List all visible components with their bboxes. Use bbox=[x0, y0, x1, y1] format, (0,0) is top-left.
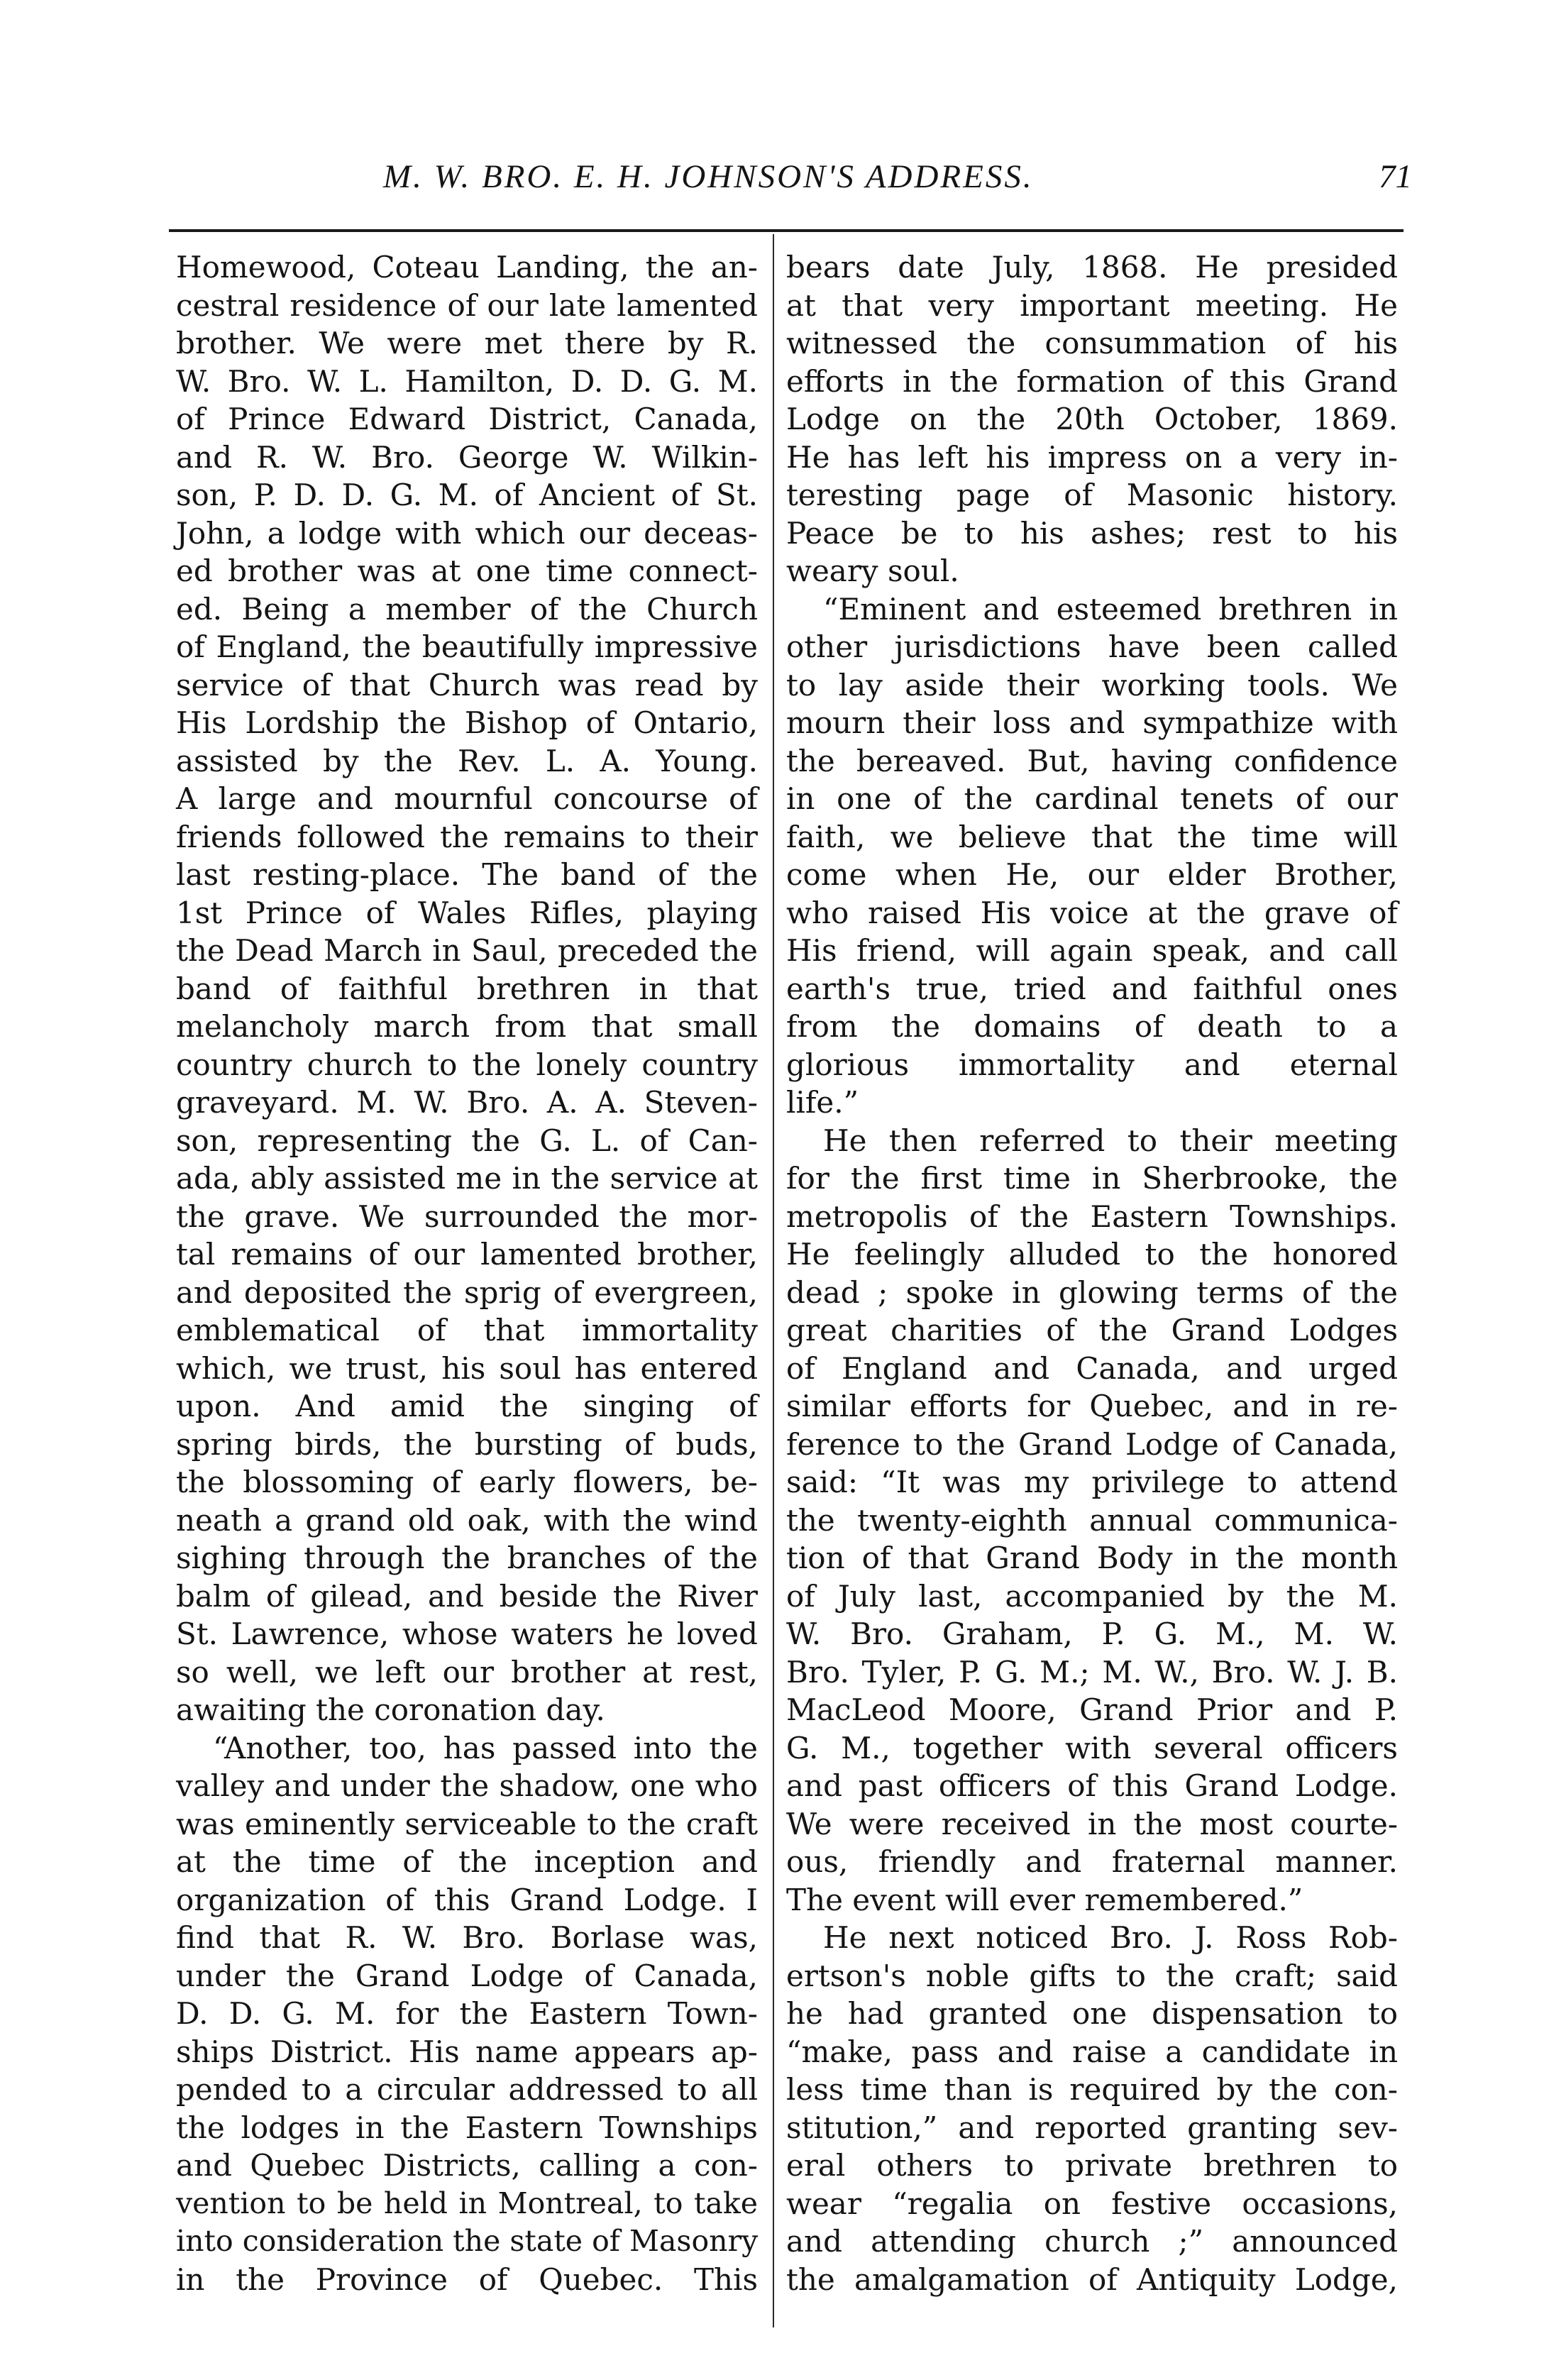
header-rule bbox=[169, 229, 1404, 232]
column-divider bbox=[773, 234, 774, 2327]
text-line: We were received in the most courte- bbox=[786, 1806, 1398, 1841]
text-line: the lodges in the Eastern Townships bbox=[176, 2110, 758, 2145]
text-line: faith, we believe that the time will bbox=[786, 819, 1398, 854]
text-line: which, we trust, his soul has entered bbox=[176, 1350, 758, 1386]
text-line: last resting-place. The band of the bbox=[176, 857, 758, 892]
text-line: great charities of the Grand Lodges bbox=[786, 1313, 1398, 1348]
right-column bbox=[786, 248, 1398, 2298]
text-line: into consideration the state of Masonry bbox=[176, 2224, 759, 2258]
text-line: dead ; spoke in glowing terms of the bbox=[786, 1274, 1398, 1310]
text-line: ertson's noble gifts to the craft; said bbox=[786, 1958, 1398, 1993]
text-line: witnessed the consummation of his bbox=[786, 326, 1398, 360]
text-line: find that R. W. Bro. Borlase was, bbox=[176, 1920, 758, 1955]
text-line: He feelingly alluded to the honored bbox=[786, 1237, 1398, 1272]
text-line: “Eminent and esteemed brethren in bbox=[823, 591, 1398, 627]
text-line: he had granted one dispensation to bbox=[786, 1996, 1398, 2031]
text-line: brother. We were met there by R. bbox=[176, 326, 758, 360]
text-line: ference to the Grand Lodge of Canada, bbox=[786, 1426, 1398, 1462]
text-line: who raised His voice at the grave of bbox=[786, 895, 1398, 930]
text-line: efforts in the formation of this Grand bbox=[786, 363, 1398, 399]
text-line: and past officers of this Grand Lodge. bbox=[786, 1768, 1398, 1803]
running-head bbox=[383, 158, 1412, 207]
running-title: M. W. BRO. E. H. JOHNSON'S ADDRESS. bbox=[383, 158, 1034, 195]
text-line: ada, ably assisted me in the service at bbox=[176, 1161, 758, 1196]
left-column bbox=[176, 248, 758, 2298]
text-line: was eminently serviceable to the craft bbox=[176, 1806, 758, 1841]
text-line: valley and under the shadow, one who bbox=[176, 1768, 758, 1803]
text-line: glorious immortality and eternal bbox=[786, 1047, 1398, 1082]
text-line: and attending church ;” announced bbox=[786, 2224, 1398, 2259]
text-line: similar efforts for Quebec, and in re- bbox=[786, 1389, 1398, 1423]
text-line: Bro. Tyler, P. G. M.; M. W., Bro. W. J. B. bbox=[786, 1654, 1398, 1690]
text-line: “Another, too, has passed into the bbox=[213, 1730, 758, 1765]
text-line: assisted by the Rev. L. A. Young. bbox=[176, 743, 758, 778]
text-line: pended to a circular addressed to all bbox=[176, 2072, 758, 2107]
text-line: at that very important meeting. He bbox=[786, 287, 1398, 323]
text-line: D. D. G. M. for the Eastern Town- bbox=[176, 1996, 758, 2031]
text-line: stitution,” and reported granting sev- bbox=[786, 2110, 1398, 2145]
text-line: W. Bro. Graham, P. G. M., M. W. bbox=[786, 1616, 1398, 1651]
page-number: 71 bbox=[1379, 158, 1412, 195]
text-line: balm of gilead, and beside the River bbox=[176, 1578, 758, 1614]
text-line: at the time of the inception and bbox=[176, 1844, 758, 1879]
text-line: G. M., together with several officers bbox=[786, 1730, 1398, 1765]
text-line: the grave. We surrounded the mor- bbox=[176, 1199, 758, 1234]
text-line: W. Bro. W. L. Hamilton, D. D. G. M. bbox=[176, 363, 758, 399]
text-line: come when He, our elder Brother, bbox=[786, 857, 1398, 892]
text-line: life.” bbox=[786, 1085, 859, 1120]
text-line: vention to be held in Montreal, to take bbox=[176, 2186, 758, 2220]
text-line: wear “regalia on festive occasions, bbox=[786, 2186, 1398, 2221]
text-line: cestral residence of our late lamented bbox=[176, 287, 758, 323]
text-line: He has left his impress on a very in- bbox=[786, 439, 1398, 475]
text-line: neath a grand old oak, with the wind bbox=[176, 1502, 758, 1538]
text-line: metropolis of the Eastern Townships. bbox=[786, 1199, 1398, 1234]
text-line: the amalgamation of Antiquity Lodge, bbox=[786, 2261, 1398, 2297]
text-line: friends followed the remains to their bbox=[176, 819, 758, 854]
text-line: of England and Canada, and urged bbox=[786, 1350, 1398, 1386]
text-line: ous, friendly and fraternal manner. bbox=[786, 1844, 1398, 1879]
text-line: tal remains of our lamented brother, bbox=[176, 1237, 758, 1272]
text-line: country church to the lonely country bbox=[176, 1047, 758, 1082]
text-line: to lay aside their working tools. We bbox=[786, 667, 1398, 703]
text-line: melancholy march from that small bbox=[176, 1009, 758, 1044]
text-line: mourn their loss and sympathize with bbox=[786, 705, 1398, 740]
text-line: “make, pass and raise a candidate in bbox=[786, 2034, 1398, 2069]
text-line: emblematical of that immortality bbox=[176, 1313, 758, 1348]
text-line: bears date July, 1868. He presided bbox=[786, 250, 1398, 285]
text-line: sighing through the branches of the bbox=[176, 1541, 758, 1575]
text-line: son, representing the G. L. of Can- bbox=[176, 1123, 758, 1158]
text-line: He then referred to their meeting bbox=[823, 1123, 1398, 1158]
text-line: the blossoming of early flowers, be- bbox=[176, 1465, 758, 1499]
text-line: A large and mournful concourse of bbox=[176, 781, 758, 816]
text-line: ed. Being a member of the Church bbox=[176, 591, 758, 627]
text-line: ed brother was at one time connect- bbox=[176, 553, 758, 588]
text-line: for the first time in Sherbrooke, the bbox=[786, 1161, 1398, 1196]
text-line: service of that Church was read by bbox=[176, 667, 758, 703]
text-line: under the Grand Lodge of Canada, bbox=[176, 1958, 758, 1993]
text-line: upon. And amid the singing of bbox=[176, 1389, 758, 1423]
text-line: from the domains of death to a bbox=[786, 1009, 1398, 1044]
text-line: the twenty-eighth annual communica- bbox=[786, 1502, 1398, 1538]
text-line: Peace be to his ashes; rest to his bbox=[786, 515, 1398, 551]
text-line: MacLeod Moore, Grand Prior and P. bbox=[786, 1692, 1398, 1727]
text-line: eral others to private brethren to bbox=[786, 2148, 1398, 2183]
text-line: Homewood, Coteau Landing, the an- bbox=[176, 250, 758, 285]
text-line: Lodge on the 20th October, 1869. bbox=[786, 402, 1398, 436]
text-line: teresting page of Masonic history. bbox=[786, 478, 1398, 512]
text-line: and Quebec Districts, calling a con- bbox=[176, 2148, 758, 2183]
text-line: organization of this Grand Lodge. I bbox=[176, 1882, 758, 1917]
text-line: spring birds, the bursting of buds, bbox=[176, 1426, 758, 1462]
text-line: 1st Prince of Wales Rifles, playing bbox=[176, 895, 758, 930]
text-line: band of faithful brethren in that bbox=[176, 971, 758, 1006]
text-line: weary soul. bbox=[786, 553, 959, 588]
text-line: and deposited the sprig of evergreen, bbox=[176, 1274, 758, 1310]
text-line: the Dead March in Saul, preceded the bbox=[176, 933, 758, 968]
text-line: of July last, accompanied by the M. bbox=[786, 1578, 1398, 1614]
text-line: of England, the beautifully impressive bbox=[176, 629, 758, 664]
text-line: of Prince Edward District, Canada, bbox=[176, 402, 758, 436]
text-line: ships District. His name appears ap- bbox=[176, 2034, 758, 2069]
text-line: son, P. D. D. G. M. of Ancient of St. bbox=[176, 478, 758, 512]
text-line: graveyard. M. W. Bro. A. A. Steven- bbox=[176, 1085, 758, 1120]
text-line: said: “It was my privilege to attend bbox=[786, 1465, 1398, 1499]
text-line: and R. W. Bro. George W. Wilkin- bbox=[176, 439, 758, 475]
text-line: He next noticed Bro. J. Ross Rob- bbox=[823, 1920, 1398, 1955]
text-line: earth's true, tried and faithful ones bbox=[786, 971, 1398, 1006]
text-line: John, a lodge with which our deceas- bbox=[176, 515, 758, 551]
text-line: the bereaved. But, having confidence bbox=[786, 743, 1398, 778]
text-line: St. Lawrence, whose waters he loved bbox=[176, 1616, 758, 1651]
text-line: less time than is required by the con- bbox=[786, 2072, 1398, 2107]
text-line: so well, we left our brother at rest, bbox=[176, 1654, 758, 1690]
text-line: His friend, will again speak, and call bbox=[786, 933, 1398, 968]
text-line: The event will ever remembered.” bbox=[786, 1882, 1303, 1917]
text-line: His Lordship the Bishop of Ontario, bbox=[176, 705, 758, 740]
text-line: other jurisdictions have been called bbox=[786, 629, 1398, 664]
text-line: tion of that Grand Body in the month bbox=[786, 1541, 1398, 1575]
text-line: in the Province of Quebec. This bbox=[176, 2261, 758, 2297]
text-line: in one of the cardinal tenets of our bbox=[786, 781, 1398, 816]
text-line: awaiting the coronation day. bbox=[176, 1692, 605, 1727]
